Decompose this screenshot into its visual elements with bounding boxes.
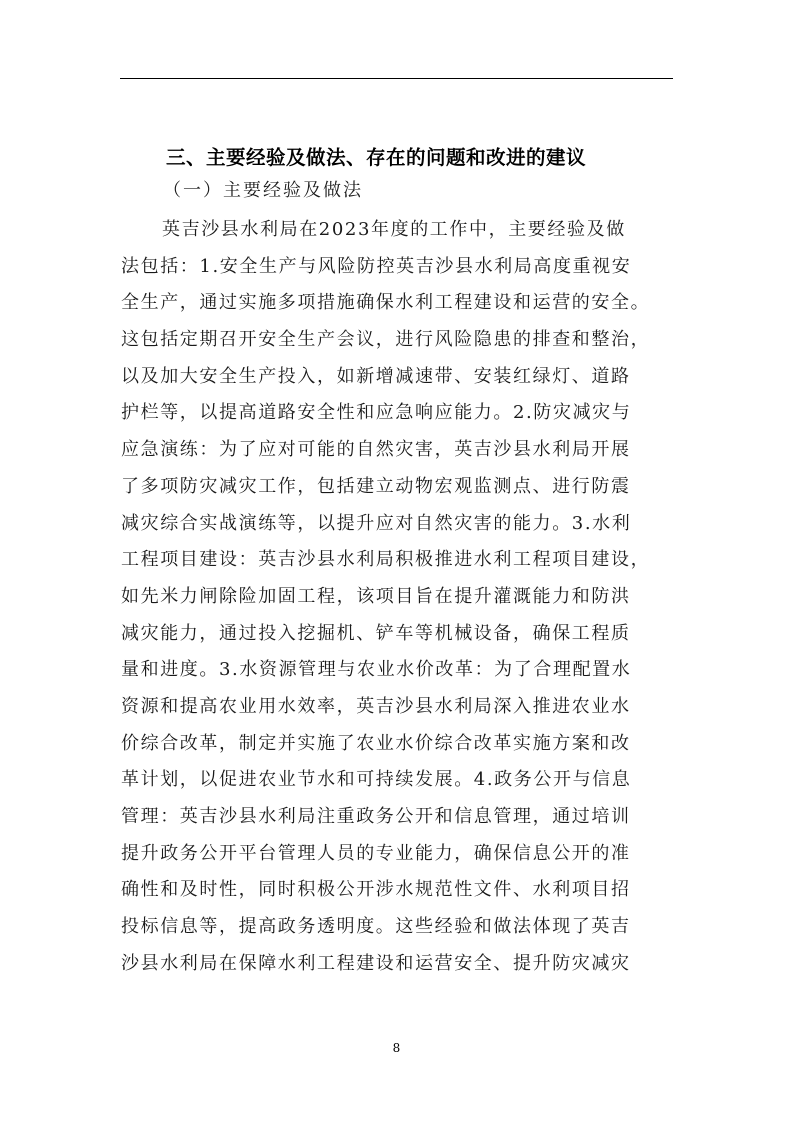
body-line: 英吉沙县水利局在2023年度的工作中，主要经验及做 (162, 219, 626, 240)
section-heading: 三、主要经验及做法、存在的问题和改进的建议 (166, 146, 587, 169)
body-line: 工程项目建设：英吉沙县水利局积极推进水利工程项目建设， (121, 549, 651, 571)
body-line: 减灾能力，通过投入挖掘机、铲车等机械设备，确保工程质 (121, 622, 631, 644)
body-line: 这包括定期召开安全生产会议，进行风险隐患的排查和整治， (121, 329, 651, 351)
body-line: 资源和提高农业用水效率，英吉沙县水利局深入推进农业水 (121, 695, 631, 717)
body-line: 护栏等，以提高道路安全性和应急响应能力。2.防灾减灾与 (121, 402, 632, 424)
subsection-heading: （一）主要经验及做法 (163, 180, 363, 201)
body-line: 如先米力闸除险加固工程，该项目旨在提升灌溉能力和防洪 (121, 585, 631, 607)
page-number: 8 (392, 1041, 401, 1055)
body-line: 投标信息等，提高政务透明度。这些经验和做法体现了英吉 (121, 916, 631, 938)
body-line: 价综合改革，制定并实施了农业水价综合改革实施方案和改 (121, 732, 631, 754)
body-line: 确性和及时性，同时积极公开涉水规范性文件、水利项目招 (121, 879, 631, 901)
body-line: 应急演练：为了应对可能的自然灾害，英吉沙县水利局开展 (121, 439, 631, 461)
body-line: 减灾综合实战演练等，以提升应对自然灾害的能力。3.水利 (121, 512, 632, 534)
body-line: 全生产，通过实施多项措施确保水利工程建设和运营的安全。 (121, 292, 651, 314)
body-line: 法包括：1.安全生产与风险防控英吉沙县水利局高度重视安 (121, 255, 632, 277)
body-line: 提升政务公开平台管理人员的专业能力，确保信息公开的准 (121, 842, 631, 864)
body-paragraph (121, 212, 681, 982)
body-line: 革计划，以促进农业节水和可持续发展。4.政务公开与信息 (121, 769, 632, 791)
body-line: 量和进度。3.水资源管理与农业水价改革：为了合理配置水 (121, 659, 632, 681)
body-line: 以及加大安全生产投入，如新增减速带、安装红绿灯、道路 (121, 365, 631, 387)
body-line: 沙县水利局在保障水利工程建设和运营安全、提升防灾减灾 (121, 952, 631, 974)
body-line: 管理：英吉沙县水利局注重政务公开和信息管理，通过培训 (121, 806, 631, 827)
body-line: 了多项防灾减灾工作，包括建立动物宏观监测点、进行防震 (121, 475, 631, 497)
header-rule (120, 78, 673, 79)
